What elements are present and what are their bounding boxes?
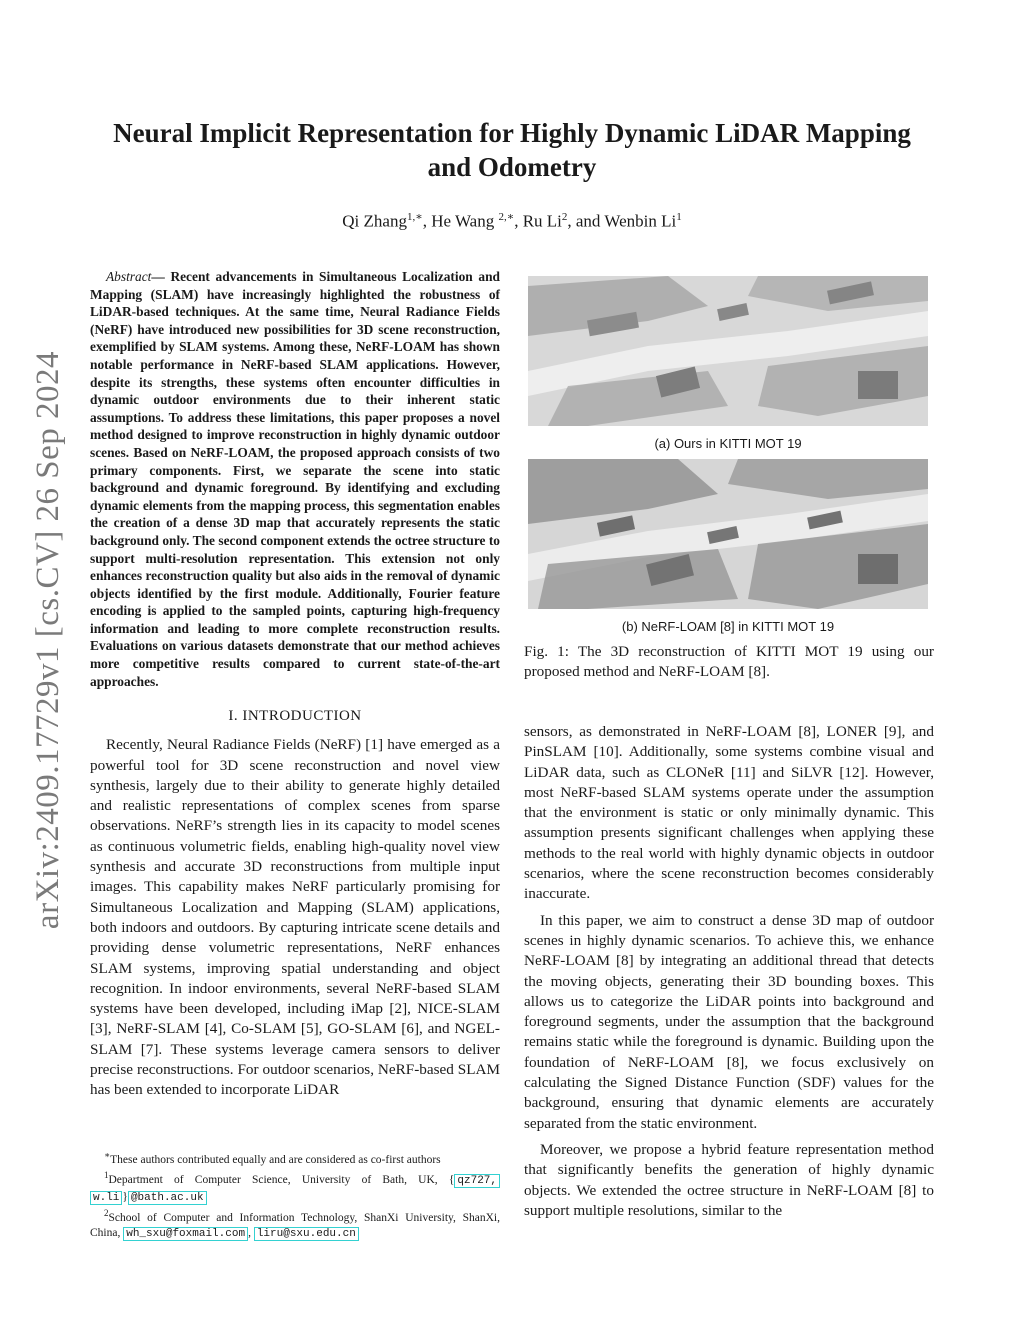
footnote-text: ,: [248, 1227, 254, 1240]
author-list: [90, 210, 934, 232]
author-affiliation: 2: [561, 211, 568, 223]
author-affiliation: 1: [676, 211, 682, 223]
footnote-text: Department of Computer Science, University of Bath, UK, {: [108, 1174, 455, 1187]
footnote-text: School of Computer and Information Technology, ShanXi University, ShanXi, China,: [90, 1211, 500, 1240]
author-affiliation: 2,∗: [498, 211, 515, 223]
footnotes: [90, 1148, 500, 1243]
right-column: [524, 722, 934, 1227]
figure-1: [528, 276, 928, 642]
abstract: [90, 268, 500, 690]
footnote-affiliation-1: [90, 1168, 500, 1206]
footnote-mark: 1: [104, 1170, 109, 1181]
footnote-text: These authors contributed equally and are considered as co-first authors: [110, 1153, 441, 1166]
abstract-text: Recent advancements in Simultaneous Localization and Mapping (SLAM) have increasingly highlighted the robustness of LiDAR-based techniques. At the same time, Neural Radiance Fields (NeRF) have introduced new possibilities for 3D scene reconstruction, exemplified by SLAM systems. Among these, NeRF-LOAM has shown notable performance in NeRF-based SLAM applications. However, despite its strengths, these systems often encounter difficulties in dynamic outdoor environments due to their inherent static assumptions. To address these limitations, this paper proposes a novel method designed to improve reconstruction in highly dynamic outdoor scenes. Based on NeRF-LOAM, the proposed approach consists of two primary components. First, we separate the scene into static background and dynamic foreground. By identifying and excluding dynamic elements from the mapping process, this segmentation enables the creation of a dense 3D map that accurately represents the static background only. The second component extends the octree structure to support multi-resolution representation. This extension not only enhances reconstruction quality but also aids in the removal of dynamic objects identified by the first module. Additionally, Fourier feature encoding is applied to the sampled points, capturing high-frequency information and leading to more complete reconstruction results. Evaluations on various datasets demonstrate that our method achieves more competitive results compared to current state-of-the-art approaches.: [90, 269, 500, 689]
figure-image-nerf-loam: [528, 459, 928, 609]
email-link[interactable]: @bath.ac.uk: [128, 1191, 207, 1205]
section-heading-introduction: I. INTRODUCTION: [228, 708, 362, 725]
email-link[interactable]: w.li: [90, 1191, 122, 1205]
figure-image-ours: [528, 276, 928, 426]
paper-title: Neural Implicit Representation for Highly Dynamic LiDAR Mapping and Odometry: [113, 118, 911, 182]
email-link[interactable]: qz727,: [454, 1174, 500, 1188]
arxiv-identifier: arXiv:2409.17729v1 [cs.CV] 26 Sep 2024: [30, 350, 66, 930]
email-link[interactable]: wh_sxu@foxmail.com: [123, 1227, 248, 1241]
footnote-text: }: [122, 1190, 128, 1203]
left-column: [90, 268, 500, 1107]
author-name: , Ru Li: [514, 211, 562, 231]
figure-subcaption-b: (b) NeRF-LOAM [8] in KITTI MOT 19: [621, 619, 835, 634]
intro-paragraph-1-continued: sensors, as demonstrated in NeRF-LOAM [8], LONER [9], and PinSLAM [10]. Additionally, some systems combine visual and LiDAR data, such as CLONeR [11] and SiLVR [12]. However, most NeRF-based SLAM systems operate under the assumption that the environment is static or only minimally dynamic. This assumption presents significant challenges when applying these methods to the real world with highly dynamic objects in outdoor scenarios, where the scene reconstruction becomes considerably inaccurate.: [524, 723, 934, 903]
footnote-co-first: [90, 1148, 500, 1168]
footnote-mark: 2: [104, 1208, 109, 1219]
intro-paragraph-3: Moreover, we propose a hybrid feature representation method that significantly benefits the generation of highly dynamic objects. We extended the octree structure in NeRF-LOAM [8] to support multiple resolutions, similar to the: [524, 1140, 934, 1219]
author-name: , He Wang: [422, 211, 499, 231]
footnote-affiliation-2: [90, 1206, 500, 1243]
author-name: , and Wenbin Li: [567, 211, 677, 231]
intro-paragraph-2: In this paper, we aim to construct a dense 3D map of outdoor scenes in highly dynamic scenarios. To achieve this, we enhance NeRF-LOAM [8] by integrating an additional thread that detects the moving objects, generating their 3D bounding boxes. This allows us to categorize the LiDAR points into background and foreground segments, under the assumption that the background remains static while the foreground is dynamic. Building upon the foundation of NeRF-LOAM [8], we focus exclusively on calculating the Signed Distance Function (SDF) values for the background, ensuring that dynamic elements are accurately separated from the static environment.: [524, 911, 934, 1132]
figure-caption: Fig. 1: The 3D reconstruction of KITTI MOT 19 using our proposed method and NeRF-LOAM [8].: [524, 643, 934, 680]
author-name: Qi Zhang: [342, 211, 407, 231]
footnote-mark: ∗: [104, 1150, 111, 1160]
author-affiliation: 1,∗: [406, 211, 423, 223]
intro-paragraph-1: Recently, Neural Radiance Fields (NeRF) [1] have emerged as a powerful tool for 3D scene reconstruction and novel view synthesis, largely due to their ability to generate highly detailed and realistic representations of complex scenes from sparse observations. NeRF’s strength lies in its capacity to model scenes as continuous volumetric fields, enabling high-quality novel view synthesis and accurate 3D reconstructions from multiple input images. This capability makes NeRF particularly promising for Simultaneous Localization and Mapping (SLAM) applications, both indoors and outdoors. By capturing intricate scene details and providing dense volumetric representations, NeRF enhances SLAM systems, improving spatial understanding and object recognition. In indoor environments, several NeRF-based SLAM systems have been developed, including iMap [2], NICE-SLAM [3], NeRF-SLAM [4], Co-SLAM [5], GO-SLAM [6], and NGEL-SLAM [7]. These systems leverage camera sensors to deliver precise reconstructions. For outdoor scenarios, NeRF-based SLAM has been extended to incorporate LiDAR: [90, 736, 500, 1099]
abstract-label: Abstract: [106, 269, 152, 284]
abstract-dash: —: [151, 269, 171, 284]
figure-subcaption-a: (a) Ours in KITTI MOT 19: [654, 436, 802, 451]
email-link[interactable]: liru@sxu.edu.cn: [254, 1227, 359, 1241]
